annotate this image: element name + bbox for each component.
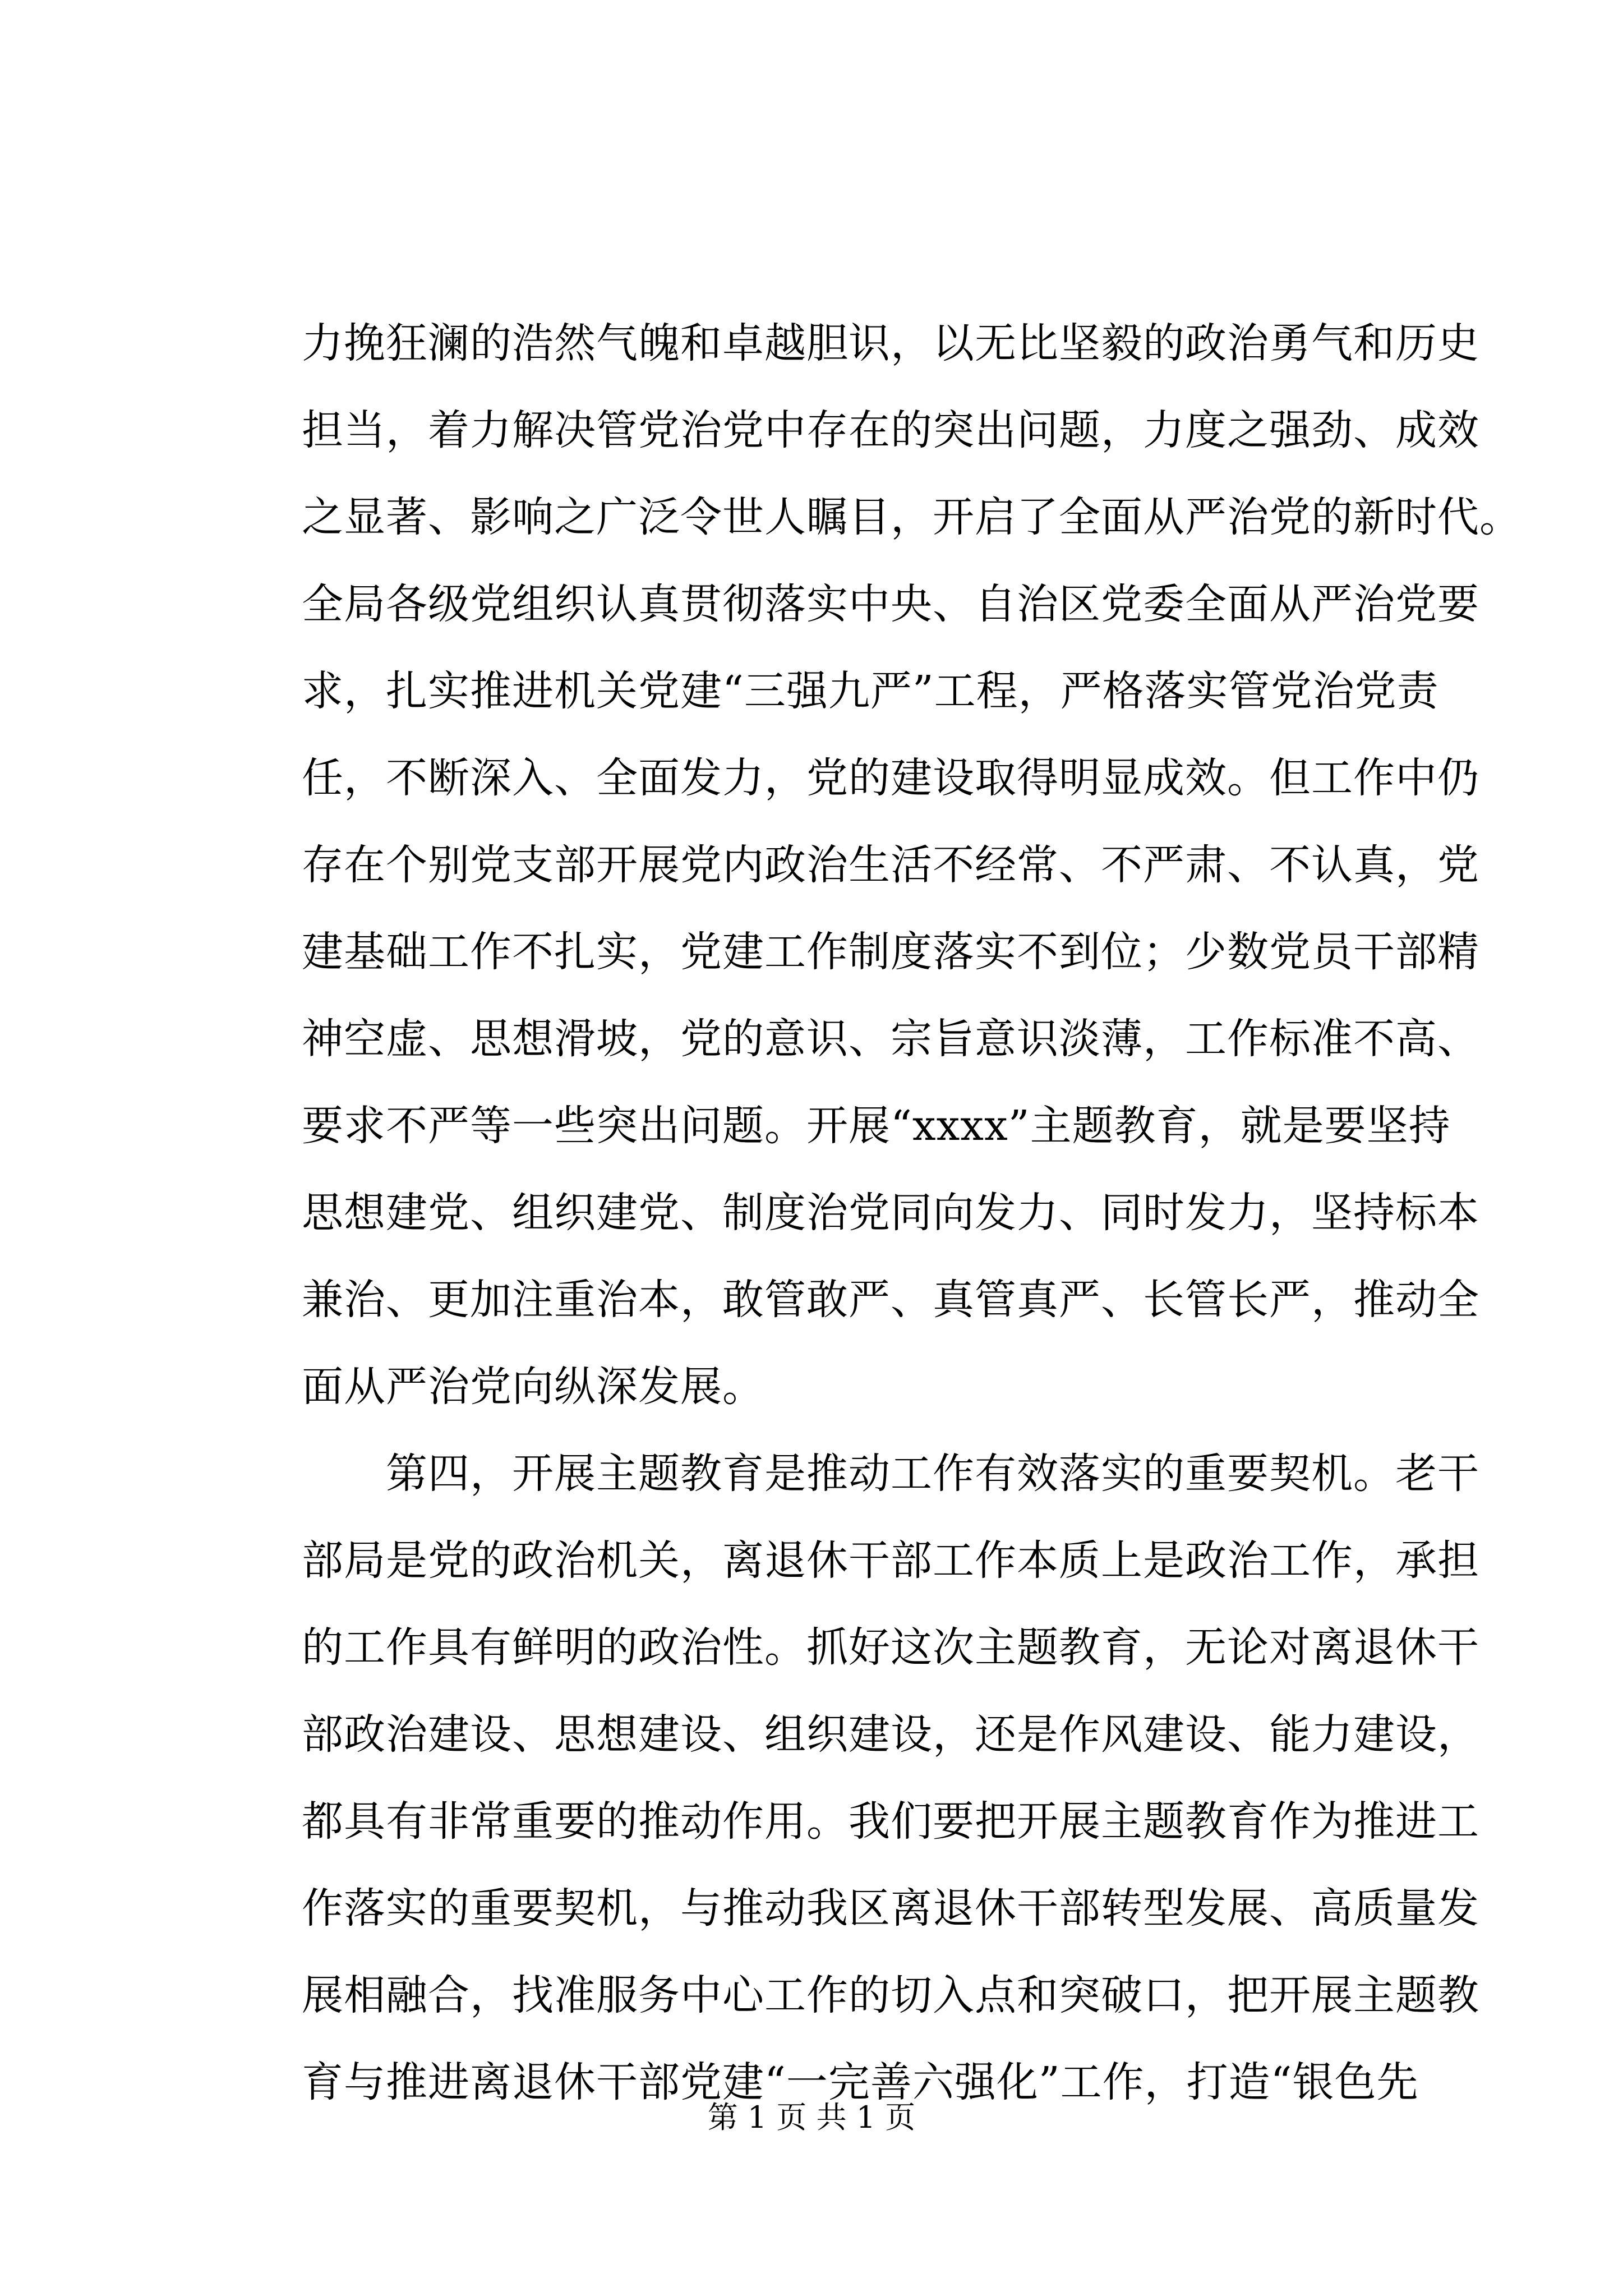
text-line: 要求不严等一些突出问题。开展“xxxx”主题教育，就是要坚持 bbox=[302, 1102, 1451, 1150]
text-line: 神空虚、思想滑坡，党的意识、宗旨意识淡薄，工作标准不高、 bbox=[302, 1015, 1479, 1063]
text-line: 作落实的重要契机，与推动我区离退休干部转型发展、高质量发 bbox=[302, 1884, 1479, 1932]
text-line: 存在个别党支部开展党内政治生活不经常、不严肃、不认真，党 bbox=[302, 841, 1479, 889]
text-line: 第四，开展主题教育是推动工作有效落实的重要契机。老干 bbox=[302, 1450, 1479, 1498]
text-line: 思想建党、组织建党、制度治党同向发力、同时发力，坚持标本 bbox=[302, 1189, 1479, 1237]
text-line: 担当，着力解决管党治党中存在的突出问题，力度之强劲、成效 bbox=[302, 406, 1479, 454]
text-line: 求，扎实推进机关党建“三强九严”工程，严格落实管党治党责 bbox=[302, 667, 1439, 715]
text-line: 力挽狂澜的浩然气魄和卓越胆识，以无比坚毅的政治勇气和历史 bbox=[302, 319, 1479, 367]
page-number: 第 1 页 共 1 页 bbox=[707, 2100, 916, 2135]
text-line: 建基础工作不扎实，党建工作制度落实不到位；少数党员干部精 bbox=[302, 928, 1479, 976]
text-line: 兼治、更加注重治本，敢管敢严、真管真严、长管长严，推动全 bbox=[302, 1276, 1479, 1324]
text-line: 都具有非常重要的推动作用。我们要把开展主题教育作为推进工 bbox=[302, 1797, 1479, 1846]
text-line: 部政治建设、思想建设、组织建设，还是作风建设、能力建设， bbox=[302, 1710, 1479, 1759]
text-line: 部局是党的政治机关，离退休干部工作本质上是政治工作，承担 bbox=[302, 1536, 1479, 1585]
text-line: 之显著、影响之广泛令世人瞩目，开启了全面从严治党的新时代。 bbox=[302, 493, 1521, 541]
text-line: 展相融合，找准服务中心工作的切入点和突破口，把开展主题教 bbox=[302, 1971, 1479, 2019]
page-footer bbox=[0, 2095, 1623, 2140]
text-line: 的工作具有鲜明的政治性。抓好这次主题教育，无论对离退休干 bbox=[302, 1623, 1479, 1672]
text-line: 面从严治党向纵深发展。 bbox=[302, 1363, 764, 1411]
text-line: 育与推进离退休干部党建“一完善六强化”工作，打造“银色先 bbox=[302, 2058, 1419, 2106]
document-body bbox=[302, 300, 1521, 2126]
text-line: 全局各级党组织认真贯彻落实中央、自治区党委全面从严治党要 bbox=[302, 580, 1479, 628]
text-line: 任，不断深入、全面发力，党的建设取得明显成效。但工作中仍 bbox=[302, 754, 1479, 802]
